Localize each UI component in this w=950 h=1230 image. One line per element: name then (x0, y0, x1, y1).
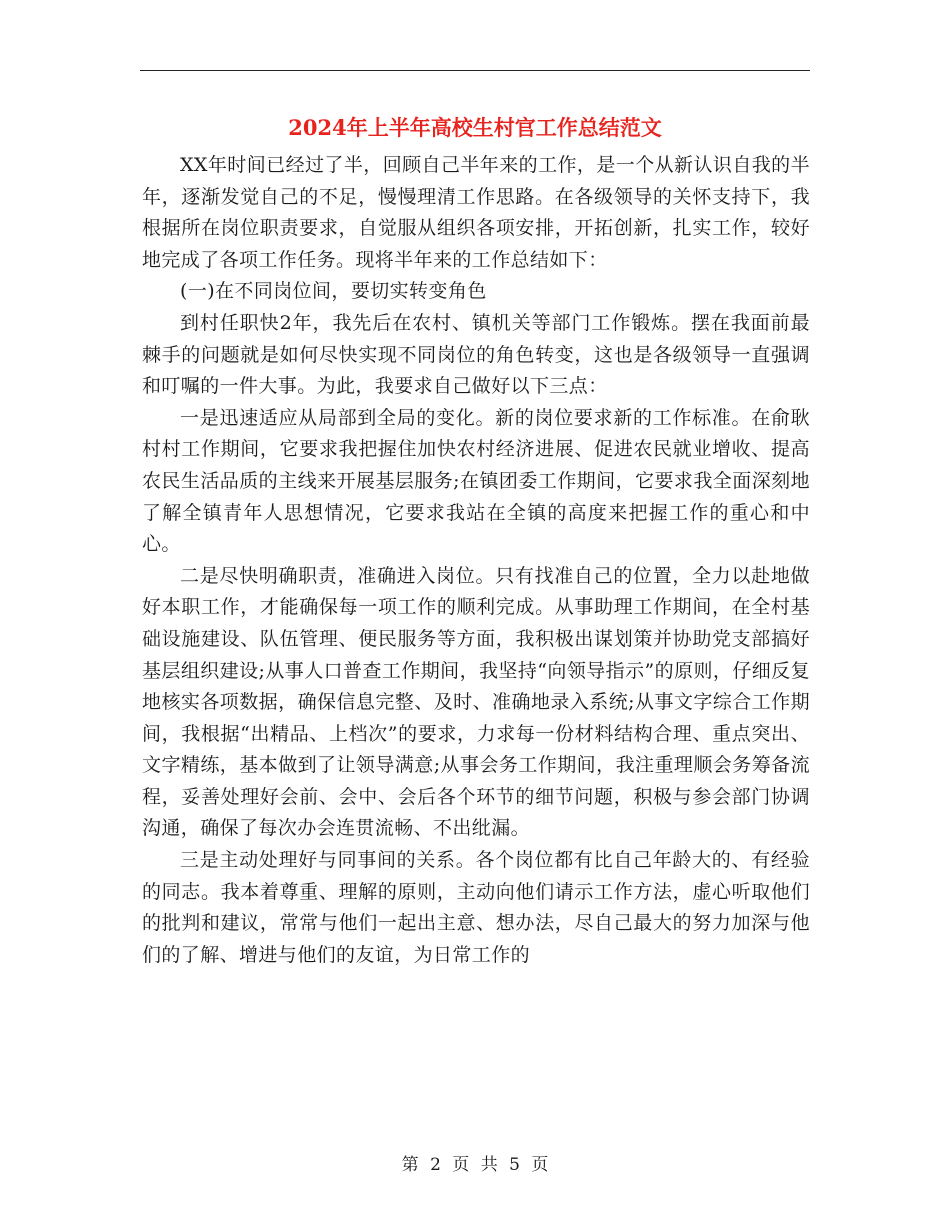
paragraph-point-one: 一是迅速适应从局部到全局的变化。新的岗位要求新的工作标准。在俞耿村村工作期间，它要求我把握住加快农村经济进展、促进农民就业增收、提高农民生活品质的主线来开展基层服务;在镇团委工作期间，它要求我全面深刻地了解全镇青年人思想情况，它要求我站在全镇的高度来把握工作的重心和中心。 (142, 406, 810, 556)
paragraph-intro: XX年时间已经过了半，回顾自己半年来的工作，是一个从新认识自我的半年，逐渐发觉自己的不足，慢慢理清工作思路。在各级领导的关怀支持下，我根据所在岗位职责要求，自觉服从组织各项安排，开拓创新，扎实工作，较好地完成了各项工作任务。现将半年来的工作总结如下： (142, 154, 810, 271)
paragraph-role-change: 到村任职快2年，我先后在农村、镇机关等部门工作锻炼。摆在我面前最棘手的问题就是如何尽快实现不同岗位的角色转变，这也是各级领导一直强调和叮嘱的一件大事。为此，我要求自己做好以下三点： (142, 311, 810, 398)
document-title: 2024年上半年高校生村官工作总结范文 (288, 115, 662, 140)
page-number: 第 2 页 共 5 页 (401, 1155, 549, 1175)
paragraph-section-heading: (一)在不同岗位间，要切实转变角色 (180, 280, 487, 303)
header-rule (140, 70, 810, 71)
document-body (142, 150, 810, 971)
paragraph-point-two: 二是尽快明确职责，准确进入岗位。只有找准自己的位置，全力以赴地做好本职工作，才能确保每一项工作的顺利完成。从事助理工作期间，在全村基础设施建设、队伍管理、便民服务等方面，我积极出谋划策并协助党支部搞好基层组织建设;从事人口普查工作期间，我坚持“向领导指示”的原则，仔细反复地核实各项数据，确保信息完整、及时、准确地录入系统;从事文字综合工作期间，我根据“出精品、上档次”的要求，力求每一份材料结构合理、重点突出、文字精练，基本做到了让领导满意;从事会务工作期间，我注重理顺会务筹备流程，妥善处理好会前、会中、会后各个环节的细节问题，积极与参会部门协调沟通，确保了每次办会连贯流畅、不出纰漏。 (142, 564, 810, 840)
paragraph-point-three: 三是主动处理好与同事间的关系。各个岗位都有比自己年龄大的、有经验的同志。我本着尊重、理解的原则，主动向他们请示工作方法，虚心听取他们的批判和建议，常常与他们一起出主意、想办法，尽自己最大的努力加深与他们的了解、增进与他们的友谊，为日常工作的 (142, 849, 810, 966)
